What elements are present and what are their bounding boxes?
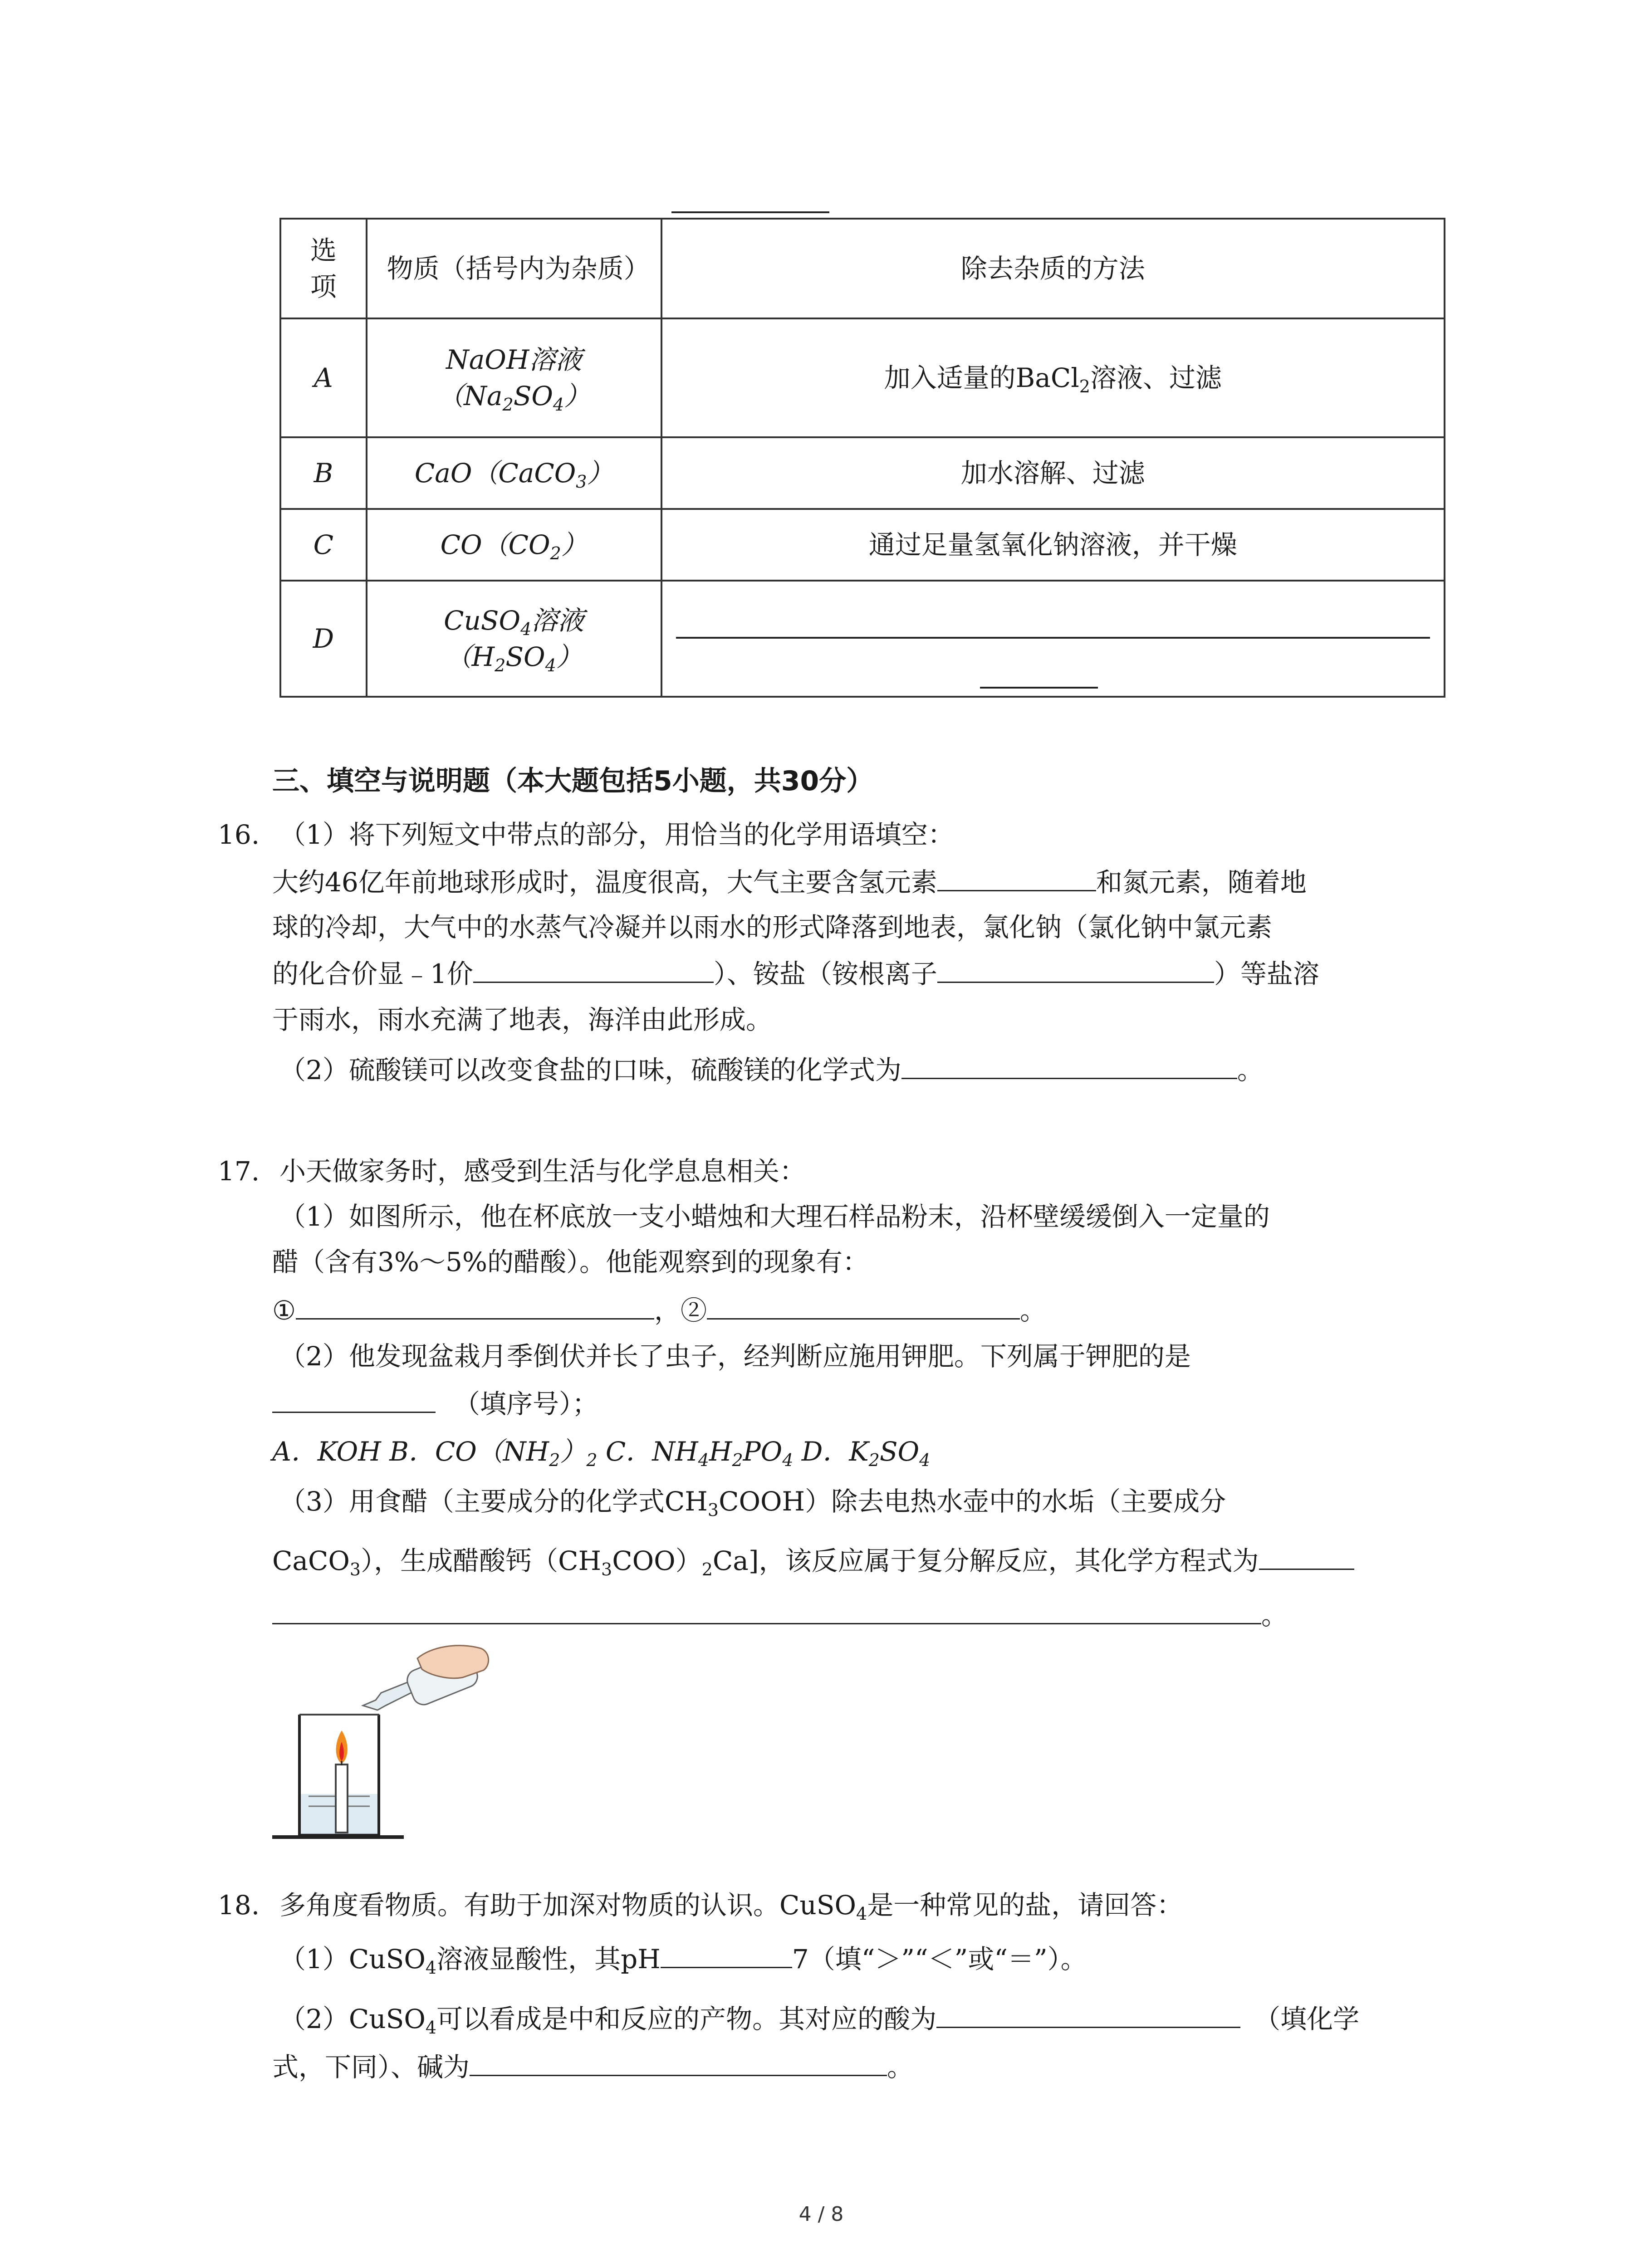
candle-icon (336, 1765, 348, 1833)
table-row (280, 318, 1445, 437)
question-number-17: 17. (218, 1156, 260, 1187)
table-header-row (280, 219, 1445, 318)
method-cell: 加入适量的BaCl$_2$溶液、过滤 (661, 318, 1445, 437)
substance-cell: CaO（CaCO$_3$） (367, 437, 661, 509)
answer-blank-potash[interactable] (272, 1385, 436, 1413)
option-label: A (280, 318, 367, 437)
answer-blank-acid[interactable] (936, 2000, 1240, 2028)
q18-intro: 多角度看物质。有助于加深对物质的认识。CuSO$_4$是一种常见的盐，请回答： (279, 1890, 1183, 1924)
option-label: B (280, 437, 367, 509)
answer-blank-mgso4[interactable] (901, 1051, 1237, 1079)
method-cell: 加水溶解、过滤 (661, 437, 1445, 509)
q18-p2a: （2）CuSO$_4$可以看成是中和反应的产物。其对应的酸为 （填化学 (279, 2000, 1359, 2037)
table-row (280, 581, 1445, 697)
method-cell-blank[interactable] (661, 581, 1445, 697)
q17-p2a: （2）他发现盆栽月季倒伏并长了虫子，经判断应施用钾肥。下列属于钾肥的是 (279, 1341, 1191, 1372)
q16-part1-intro: （1）将下列短文中带点的部分，用恰当的化学用语填空： (279, 819, 954, 850)
substance-cell: CuSO$_4$溶液$(H_2SO_4)$ (367, 581, 661, 697)
answer-blank-equation-2[interactable] (272, 1597, 1261, 1624)
substance-cell: NaOH溶液$(Na_2SO_4)$ (367, 318, 661, 437)
q16-line4: 于雨水，雨水充满了地表，海洋由此形成。 (272, 1004, 773, 1035)
q17-p3a: （3）用食醋（主要成分的化学式$CH_3COOH$）除去电热水壶中的水垢（主要成分 (279, 1486, 1226, 1520)
table-row (280, 509, 1445, 581)
answer-blank-d-line2[interactable] (980, 687, 1098, 689)
q17-p3b: CaCO$_3$），生成醋酸钙$(CH_3COO)_2Ca$]，该反应属于复分解反应，其化学方程式为 (272, 1542, 1354, 1579)
q16-line1: 大约46亿年前地球形成时，温度很高，大气主要含氢元素 和氮元素，随着地 (272, 864, 1307, 900)
header-option: 选项 (280, 219, 367, 318)
question-number-18: 18. (218, 1890, 260, 1921)
beaker-candle-figure (272, 1642, 508, 1842)
method-cell: 通过足量氢氧化钠溶液，并干燥 (661, 509, 1445, 581)
q18-p1: （1）CuSO$_4$溶液显酸性，其pH 7（填“＞”“＜”或“＝”）。 (279, 1941, 1087, 1977)
bottle-hand-icon (363, 1646, 489, 1710)
option-label: C (280, 509, 367, 581)
answer-blank-hydrogen[interactable] (937, 864, 1096, 891)
option-label: D (280, 581, 367, 697)
answer-blank-ph[interactable] (661, 1941, 792, 1968)
answer-blank-d-line1[interactable] (676, 637, 1430, 639)
header-substance: 物质（括号内为杂质） (367, 219, 661, 318)
q16-part2: （2）硫酸镁可以改变食盐的口味，硫酸镁的化学式为 。 (279, 1051, 1264, 1088)
table-row (280, 437, 1445, 509)
answer-blank-top[interactable] (671, 211, 829, 213)
answer-blank-chlorine-valence[interactable] (473, 955, 714, 983)
q18-p2b: 式，下同）、碱为 。 (272, 2048, 913, 2085)
q17-p3-line: 。 (272, 1597, 1288, 1633)
q17-observations: ① ，② 。 (272, 1292, 1046, 1329)
q17-p1a: （1）如图所示，他在杯底放一支小蜡烛和大理石样品粉末，沿杯壁缓缓倒入一定量的 (279, 1201, 1270, 1232)
question-number-16: 16. (218, 819, 260, 850)
q17-p1b: 醋（含有3%～5%的醋酸）。他能观察到的现象有： (272, 1246, 869, 1277)
page-number: 4 / 8 (798, 2203, 844, 2226)
q17-intro: 小天做家务时，感受到生活与化学息息相关： (279, 1156, 806, 1187)
impurity-removal-table (279, 218, 1445, 698)
q17-p2b: （填序号）； (272, 1385, 598, 1422)
q16-line3: 的化合价显﹣1价 ）、铵盐（铵根离子 ）等盐溶 (272, 955, 1319, 992)
answer-blank-observation-1[interactable] (296, 1292, 654, 1320)
answer-blank-ammonium-ion[interactable] (937, 955, 1214, 983)
answer-blank-equation-1[interactable] (1259, 1542, 1354, 1570)
header-method: 除去杂质的方法 (661, 219, 1445, 318)
q16-line2: 球的冷却，大气中的水蒸气冷凝并以雨水的形式降落到地表，氯化钠（氯化钠中氯元素 (272, 912, 1273, 943)
substance-cell: $CO(CO_2)$ (367, 509, 661, 581)
answer-blank-observation-2[interactable] (707, 1292, 1020, 1320)
section-title: 三、填空与说明题（本大题包括5小题，共30分） (272, 765, 874, 797)
q17-choices: A．KOH B．$CO(NH_2)_2$ C．$NH_4H_2PO_4$ D．$K_2SO_4$ (272, 1436, 931, 1470)
answer-blank-base[interactable] (470, 2048, 887, 2076)
